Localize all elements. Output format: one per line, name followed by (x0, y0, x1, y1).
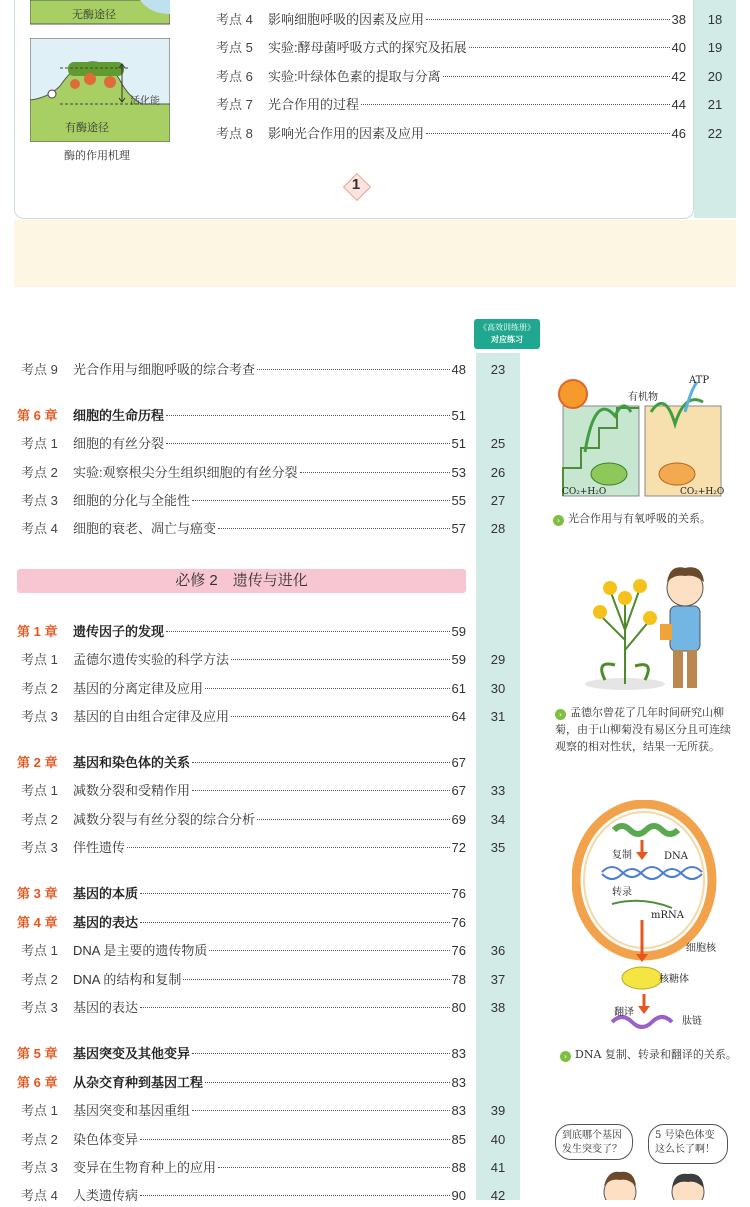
practice-page: 37 (490, 972, 506, 987)
row-title: 实验:酵母菌呼吸方式的探究及拓展 (268, 40, 467, 55)
label-mrna: mRNA (651, 910, 684, 921)
row-title: 影响细胞呼吸的因素及应用 (268, 12, 425, 27)
kaodian-number: 考点 2 (21, 1132, 58, 1147)
label-peptide: 肽链 (682, 1016, 702, 1027)
chapter-title: 基因的本质 (73, 886, 139, 901)
kaodian-number: 考点 2 (21, 972, 58, 987)
toc-row[interactable] (21, 1100, 466, 1122)
practice-page: 26 (490, 465, 506, 480)
page-ref: 61 (451, 681, 466, 696)
practice-page: 28 (490, 521, 506, 536)
chapter-number: 第 3 章 (17, 886, 58, 901)
kaodian-number: 考点 4 (21, 521, 58, 536)
page-number: 1 (351, 176, 361, 193)
toc-row[interactable] (21, 1129, 466, 1151)
leader-dots (209, 950, 449, 951)
speech-bubble-left (555, 1124, 633, 1160)
toc-row[interactable] (21, 359, 466, 381)
page-ref: 53 (451, 465, 466, 480)
kaodian-number: 考点 6 (216, 69, 253, 84)
toc-row[interactable] (21, 809, 466, 831)
bullet-icon: › (555, 709, 566, 720)
chapter-number: 第 1 章 (17, 624, 58, 639)
page-ref: 46 (671, 126, 686, 141)
practice-page: 41 (490, 1160, 506, 1175)
practice-page: 20 (707, 69, 723, 84)
practice-page: 18 (707, 12, 723, 27)
toc-row[interactable] (216, 9, 686, 31)
leader-dots (361, 104, 670, 105)
toc-row[interactable] (216, 37, 686, 59)
chapter-number: 第 6 章 (17, 408, 58, 423)
page-ref: 67 (451, 783, 466, 798)
kaodian-number: 考点 8 (216, 126, 253, 141)
leader-dots (166, 443, 450, 444)
kaodian-number: 考点 2 (21, 465, 58, 480)
row-title: 基因的表达 (73, 1000, 139, 1015)
page-ref: 44 (671, 97, 686, 112)
toc-row[interactable] (21, 969, 466, 991)
page-ref: 42 (671, 69, 686, 84)
leader-dots (192, 762, 450, 763)
row-title: 减数分裂和受精作用 (73, 783, 191, 798)
spacer-band (14, 220, 736, 287)
page-ref: 57 (451, 521, 466, 536)
row-title: 基因的分离定律及应用 (73, 681, 204, 696)
page-ref: 51 (451, 408, 466, 423)
page-ref: 83 (451, 1075, 466, 1090)
page-number-badge (343, 173, 369, 199)
chapter-row[interactable] (17, 621, 466, 643)
leader-dots (140, 893, 450, 894)
row-title: 基因突变和基因重组 (73, 1103, 191, 1118)
page-ref: 48 (451, 362, 466, 377)
chapter-row[interactable] (17, 912, 466, 934)
leader-dots (469, 47, 670, 48)
badge-line2: 对应练习 (491, 335, 523, 344)
practice-page: 38 (490, 1000, 506, 1015)
practice-page: 19 (707, 40, 723, 55)
kaodian-number: 考点 1 (21, 943, 58, 958)
kaodian-number: 考点 1 (21, 436, 58, 451)
kaodian-number: 考点 3 (21, 493, 58, 508)
practice-page: 40 (490, 1132, 506, 1147)
row-title: 人类遗传病 (73, 1188, 139, 1203)
label-activation-energy: 活化能 (130, 96, 160, 107)
leader-dots (257, 369, 450, 370)
chapter-title: 遗传因子的发现 (73, 624, 165, 639)
practice-badge (474, 319, 540, 349)
leader-dots (426, 19, 670, 20)
leader-dots (257, 819, 450, 820)
row-title: 光合作用与细胞呼吸的综合考查 (73, 362, 256, 377)
kaodian-number: 考点 1 (21, 652, 58, 667)
practice-page: 27 (490, 493, 506, 508)
leader-dots (166, 631, 450, 632)
leader-dots (183, 979, 449, 980)
page-ref: 76 (451, 915, 466, 930)
chapter-number: 第 5 章 (17, 1046, 58, 1061)
dna-caption-text: DNA 复制、转录和翻译的关系。 (575, 1048, 737, 1061)
page-ref: 67 (451, 755, 466, 770)
toc-row[interactable] (21, 649, 466, 671)
leader-dots (140, 1139, 450, 1140)
page-ref: 59 (451, 652, 466, 667)
chapter-row[interactable] (17, 1072, 466, 1094)
dna-expression-diagram (572, 800, 720, 1032)
page-ref: 85 (451, 1132, 466, 1147)
label-atp: ATP (689, 375, 710, 386)
toc-row[interactable] (21, 1157, 466, 1179)
label-no-enzyme: 无酶途径 (72, 8, 116, 21)
practice-page: 35 (490, 840, 506, 855)
row-title: 伴性遗传 (73, 840, 126, 855)
chapter-number: 第 6 章 (17, 1075, 58, 1090)
chapter-title: 基因突变及其他变异 (73, 1046, 191, 1061)
row-title: 实验:观察根尖分生组织细胞的有丝分裂 (73, 465, 298, 480)
leader-dots (192, 1053, 450, 1054)
kaodian-number: 考点 1 (21, 783, 58, 798)
page-ref: 59 (451, 624, 466, 639)
chapter-number: 第 2 章 (17, 755, 58, 770)
toc-row[interactable] (21, 1185, 466, 1207)
leader-dots (192, 1110, 450, 1111)
practice-page: 34 (490, 812, 506, 827)
toc-row[interactable] (21, 678, 466, 700)
leader-dots (218, 1167, 450, 1168)
chapter-row[interactable] (17, 752, 466, 774)
section-banner (17, 569, 466, 593)
kaodian-number: 考点 4 (21, 1188, 58, 1203)
page-ref: 51 (451, 436, 466, 451)
kaodian-number: 考点 9 (21, 362, 58, 377)
kaodian-number: 考点 2 (21, 681, 58, 696)
leader-dots (218, 528, 450, 529)
practice-page: 36 (490, 943, 506, 958)
practice-page: 22 (707, 126, 723, 141)
practice-page: 30 (490, 681, 506, 696)
mendel-caption-text: 孟德尔曾花了几年时间研究山柳菊，由于山柳菊没有易区分且可连续观察的相对性状，结果一无所获。 (555, 706, 731, 753)
kaodian-number: 考点 3 (21, 709, 58, 724)
practice-page: 42 (490, 1188, 506, 1203)
row-title: 实验:叶绿体色素的提取与分离 (268, 69, 441, 84)
kaodian-number: 考点 4 (216, 12, 253, 27)
mendel-illustration (570, 560, 720, 695)
row-title: 影响光合作用的因素及应用 (268, 126, 425, 141)
chapter-row[interactable] (17, 405, 466, 427)
label-co2-right: CO₂+H₂O (680, 487, 725, 497)
label-replicate: 复制 (612, 850, 632, 861)
page-ref: 40 (671, 40, 686, 55)
row-title: 孟德尔遗传实验的科学方法 (73, 652, 230, 667)
page-ref: 90 (451, 1188, 466, 1203)
cartoon-heads (590, 1162, 720, 1200)
practice-page: 23 (490, 362, 506, 377)
enzyme-diagram-caption: 酶的作用机理 (64, 150, 130, 162)
practice-page: 29 (490, 652, 506, 667)
photo-caption (553, 510, 733, 527)
page-ref: 72 (451, 840, 466, 855)
chapter-title: 基因和染色体的关系 (73, 755, 191, 770)
speech-bubble-left-text: 到底哪个基因发生突变了？ (562, 1130, 622, 1155)
practice-page: 39 (490, 1103, 506, 1118)
label-organic: 有机物 (628, 392, 658, 403)
practice-page: 21 (707, 97, 723, 112)
row-title: 光合作用的过程 (268, 97, 360, 112)
toc-row[interactable] (21, 490, 466, 512)
toc-row[interactable] (21, 940, 466, 962)
kaodian-number: 考点 7 (216, 97, 253, 112)
chapter-title: 细胞的生命历程 (73, 408, 165, 423)
row-title: DNA 的结构和复制 (73, 972, 182, 987)
page-ref: 64 (451, 709, 466, 724)
bullet-icon: › (553, 515, 564, 526)
badge-line1: 《高效训练册》 (479, 323, 535, 332)
leader-dots (127, 847, 450, 848)
page-ref: 78 (451, 972, 466, 987)
leader-dots (300, 472, 450, 473)
leader-dots (140, 922, 450, 923)
toc-row[interactable] (21, 837, 466, 859)
leader-dots (231, 716, 450, 717)
dna-caption (560, 1046, 740, 1063)
leader-dots (205, 1082, 450, 1083)
row-title: 细胞的分化与全能性 (73, 493, 191, 508)
leader-dots (205, 688, 450, 689)
chapter-number: 第 4 章 (17, 915, 58, 930)
toc-row[interactable] (21, 518, 466, 540)
row-title: 减数分裂与有丝分裂的综合分析 (73, 812, 256, 827)
label-dna: DNA (664, 851, 688, 862)
toc-row[interactable] (216, 123, 686, 145)
toc-row[interactable] (216, 94, 686, 116)
toc-row[interactable] (21, 462, 466, 484)
row-title: 细胞的衰老、凋亡与癌变 (73, 521, 217, 536)
kaodian-number: 考点 3 (21, 840, 58, 855)
leader-dots (443, 76, 670, 77)
kaodian-number: 考点 1 (21, 1103, 58, 1118)
label-translate: 翻译 (614, 1007, 634, 1018)
page-ref: 83 (451, 1046, 466, 1061)
chapter-title: 从杂交育种到基因工程 (73, 1075, 204, 1090)
row-title: DNA 是主要的遗传物质 (73, 943, 208, 958)
label-nucleus: 细胞核 (686, 943, 716, 954)
kaodian-number: 考点 3 (21, 1160, 58, 1175)
speech-bubble-right (648, 1124, 728, 1164)
row-title: 细胞的有丝分裂 (73, 436, 165, 451)
leader-dots (231, 659, 450, 660)
leader-dots (140, 1007, 450, 1008)
label-transcribe: 转录 (612, 887, 632, 898)
leader-dots (426, 133, 670, 134)
section-banner-title: 必修 2 遗传与进化 (175, 572, 308, 589)
page-ref: 88 (451, 1160, 466, 1175)
leader-dots (166, 415, 450, 416)
page-ref: 76 (451, 943, 466, 958)
label-ribosome: 核糖体 (659, 974, 689, 985)
mendel-caption (555, 704, 731, 755)
row-title: 基因的自由组合定律及应用 (73, 709, 230, 724)
toc-row[interactable] (21, 997, 466, 1019)
page-ref: 83 (451, 1103, 466, 1118)
page-ref: 76 (451, 886, 466, 901)
toc-row[interactable] (21, 706, 466, 728)
bullet-icon: › (560, 1051, 571, 1062)
kaodian-number: 考点 3 (21, 1000, 58, 1015)
chapter-title: 基因的表达 (73, 915, 139, 930)
row-title: 变异在生物育种上的应用 (73, 1160, 217, 1175)
toc-row[interactable] (21, 433, 466, 455)
label-with-enzyme: 有酶途径 (65, 121, 109, 134)
toc-row[interactable] (216, 66, 686, 88)
label-co2-left: CO₂+H₂O (562, 487, 607, 497)
practice-page: 33 (490, 783, 506, 798)
leader-dots (192, 500, 450, 501)
row-title: 染色体变异 (73, 1132, 139, 1147)
leader-dots (192, 790, 450, 791)
toc-row[interactable] (21, 780, 466, 802)
leader-dots (140, 1195, 450, 1196)
page-ref: 55 (451, 493, 466, 508)
practice-column (476, 353, 520, 1200)
speech-bubble-right-text: 5 号染色体变这么长了啊！ (655, 1130, 715, 1155)
page-ref: 69 (451, 812, 466, 827)
chapter-row[interactable] (17, 883, 466, 905)
kaodian-number: 考点 2 (21, 812, 58, 827)
photo-caption-text: 光合作用与有氧呼吸的关系。 (568, 512, 711, 525)
page-ref: 80 (451, 1000, 466, 1015)
kaodian-number: 考点 5 (216, 40, 253, 55)
page-ref: 38 (671, 12, 686, 27)
chapter-row[interactable] (17, 1043, 466, 1065)
practice-page: 25 (490, 436, 506, 451)
practice-page: 31 (490, 709, 506, 724)
